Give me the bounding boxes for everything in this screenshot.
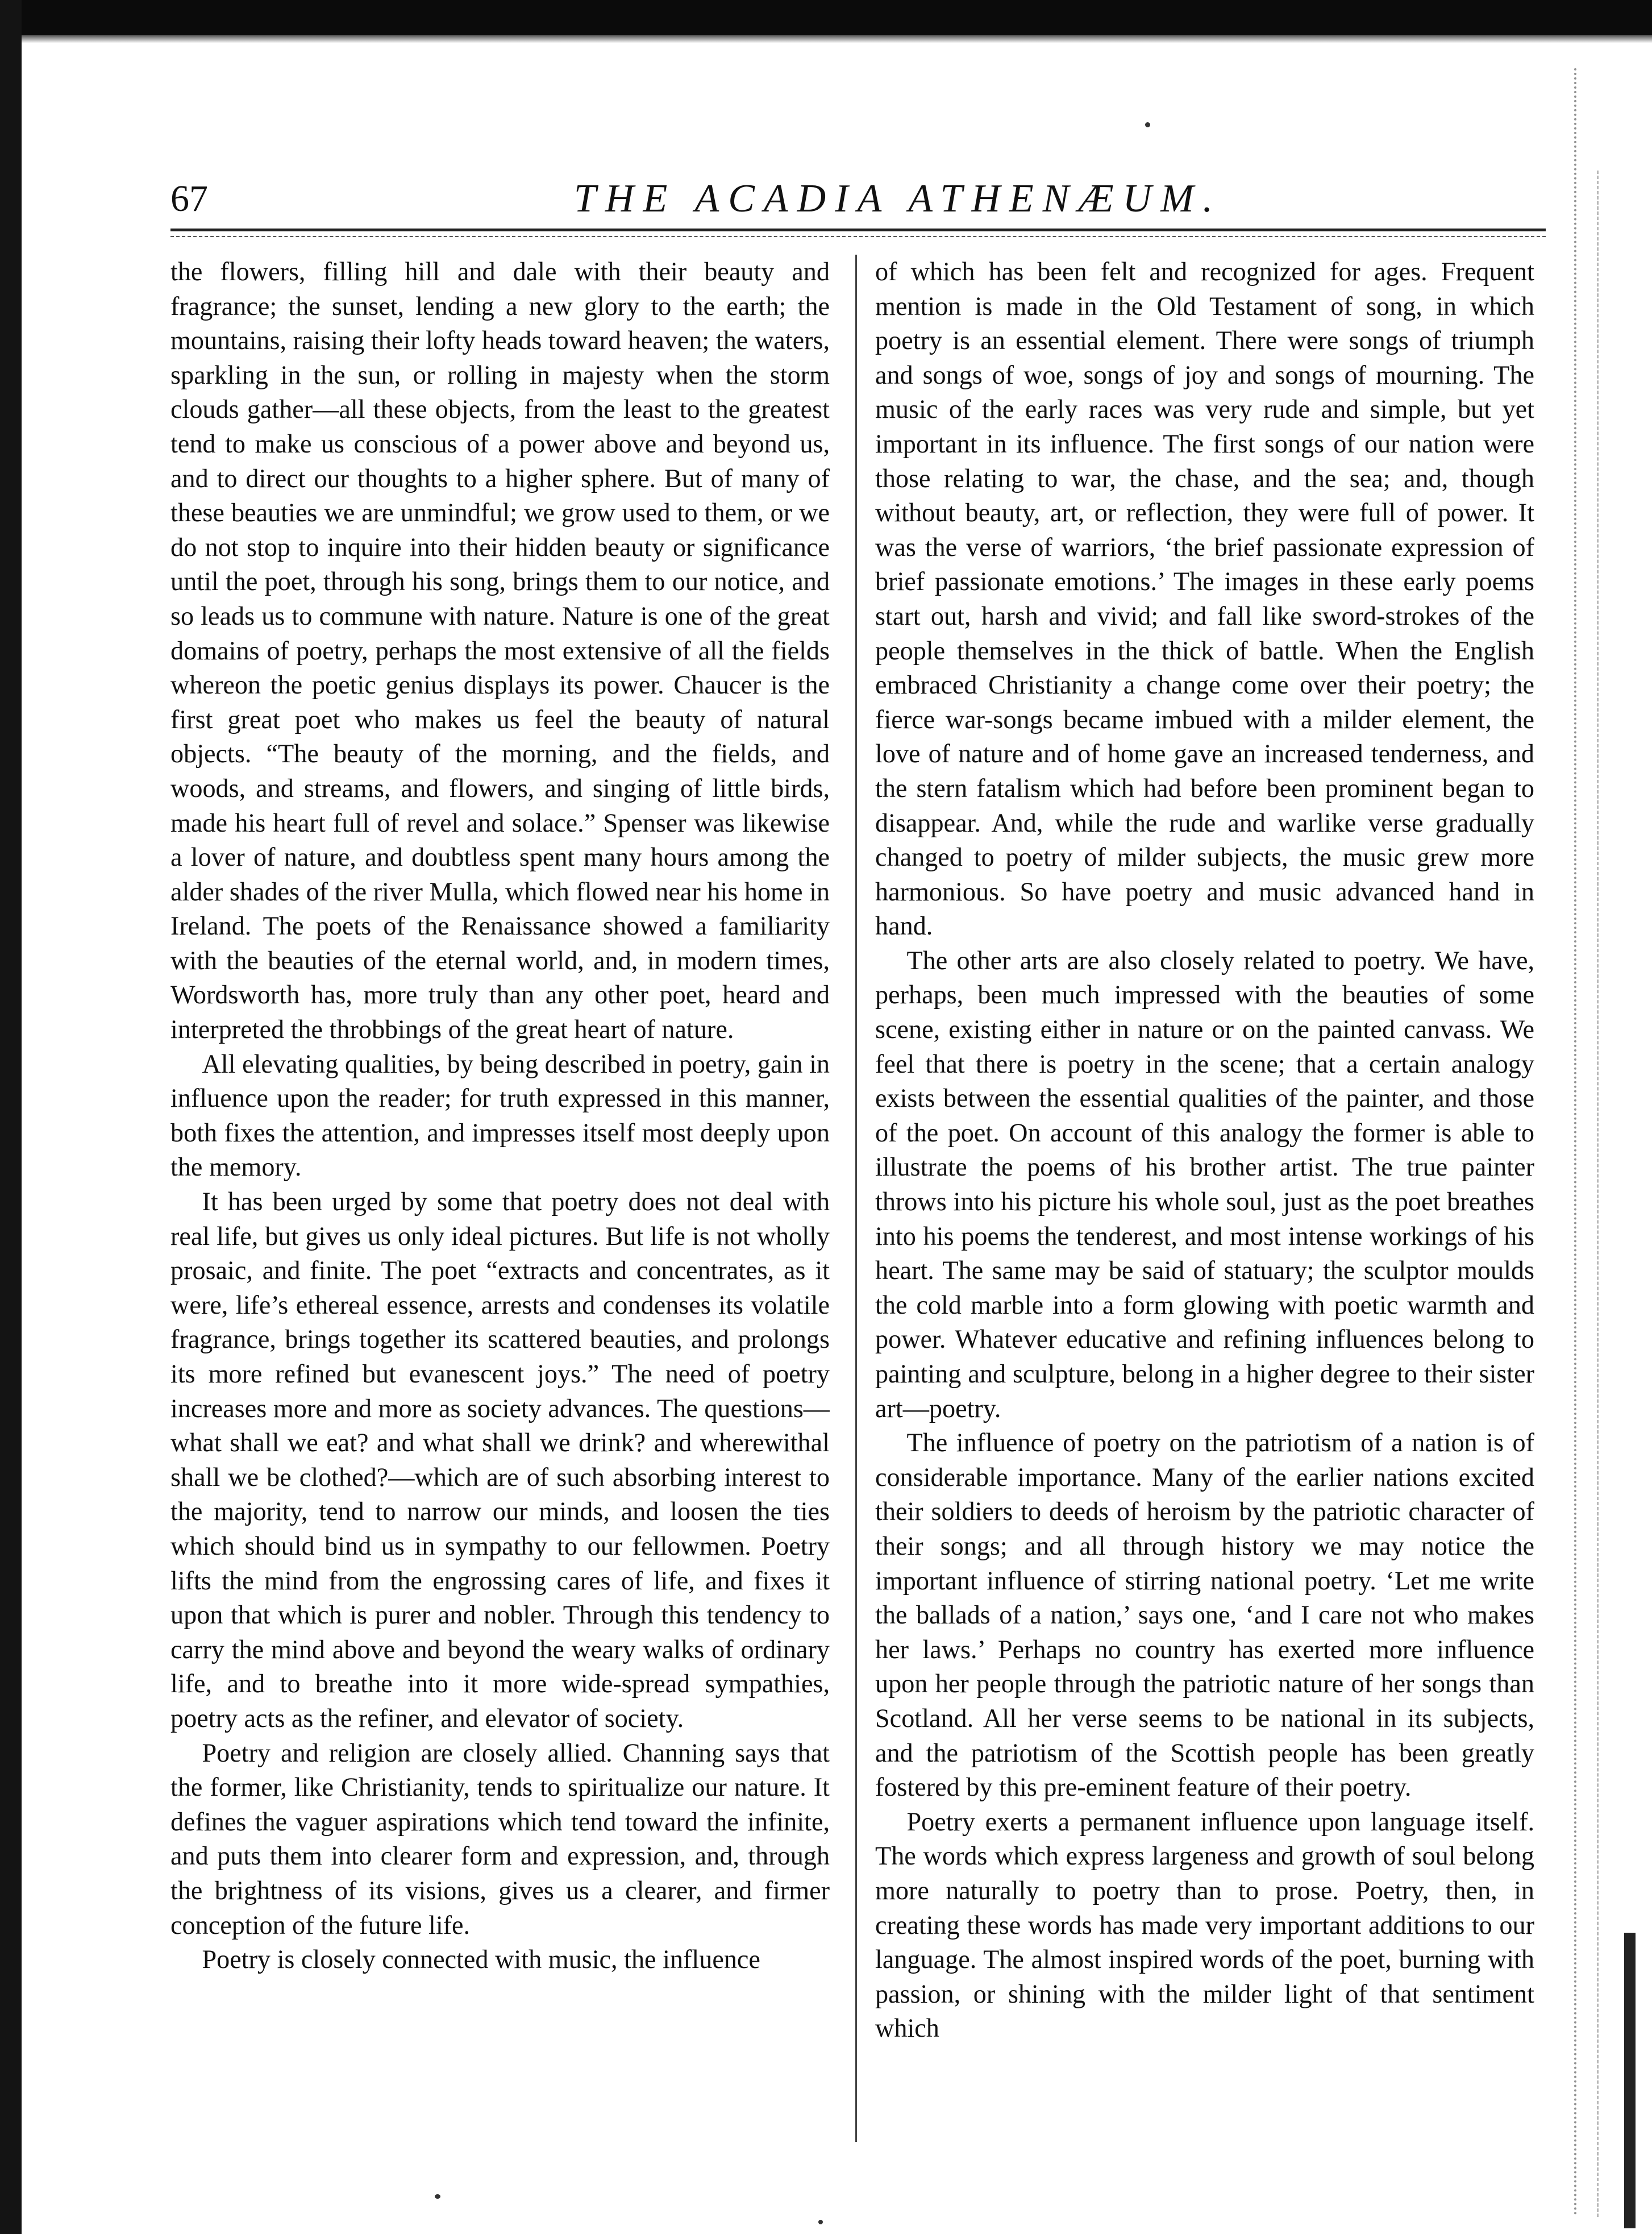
paragraph: Poetry and religion are closely allied. Channing says that the former, like Christianity, tends to spiritualize our nature. It defines the vaguer aspirations which tend toward the infinite, and puts them into clearer form and expression, and, through the brightness of its visions, gives us a clearer, and firmer conception of the future life. [170,1738,830,1940]
left-column [170,255,830,2142]
scan-right-edge-speckle-2 [1597,171,1601,2217]
column-divider [855,255,857,2142]
header-rule [170,229,1546,231]
scan-top-edge [0,0,1652,35]
paragraph: It has been urged by some that poetry does not deal with real life, but gives us only ideal pictures. But life is not wholly prosaic, and finite. The poet “extracts and concentrates, as it were, life’s ethereal essence, arrests and condenses its volatile fragrance, brings together its scattered beauties, and prolongs its more refined but evanescent joys.” The need of poetry increases more and more as society advances. The questions—what shall we eat? and what shall we drink? and wherewithal shall we be clothed?—which are of such absorbing interest to the majority, tend to narrow our minds, and loosen the ties which should bind us in sympathy to our fellowmen. Poetry lifts the mind from the engrossing cares of life, and fixes it upon that which is purer and nobler. Through this tendency to carry the mind above and beyond the weary walks of ordinary life, and to breathe into it more wide-spread sympathies, poetry acts as the refiner, and elevator of society. [170,1187,830,1733]
paragraph: All elevating qualities, by being described in poetry, gain in influence upon the reader; for truth expressed in this manner, both fixes the attention, and impresses itself most deeply upon the memory. [170,1049,830,1182]
right-column [875,255,1534,2142]
paragraph: the flowers, filling hill and dale with their beauty and fragrance; the sunset, lending a new glory to the earth; the mountains, raising their lofty heads toward heaven; the waters, sparkling in the sun, or rolling in majesty when the storm clouds gather—all these objects, from the least to the greatest tend to make us conscious of a power above and beyond us, and to direct our thoughts to a higher sphere. But of many of these beauties we are unmindful; we grow used to them, or we do not stop to inquire into their hidden beauty or significance until the poet, through his song, brings them to our notice, and so leads us to commune with nature. Nature is one of the great domains of poetry, perhaps the most extensive of all the fields whereon the poetic genius displays its power. Chaucer is the first great poet who makes us feel the beauty of natural objects. “The beauty of the morning, and the fields, and woods, and streams, and flowers, and singing of little birds, made his heart full of revel and solace.” Spenser was likewise a lover of nature, and doubtless spent many hours among the alder shades of the river Mulla, which flowed near his home in Ireland. The poets of the Renaissance showed a familiarity with the beauties of the eternal world, and, in modern times, Wordsworth has, more truly than any other poet, heard and interpreted the throbbings of the great heart of nature. [170,257,830,1044]
paragraph: of which has been felt and recognized for ages. Frequent mention is made in the Old Testament of song, in which poetry is an essential element. There were songs of triumph and songs of woe, songs of joy and songs of mourning. The music of the early races was very rude and simple, but yet important in its influence. The first songs of our nation were those relating to war, the chase, and the sea; and, though without beauty, art, or reflection, they were full of power. It was the verse of warriors, ‘the brief passionate expression of brief passionate emotions.’ The images in these early poems start out, harsh and vivid; and fall like sword-strokes of the people themselves in the thick of battle. When the English embraced Christianity a change come over their poetry; the fierce war-songs became imbued with a milder element, the love of nature and of home gave an increased tenderness, and the stern fatalism which had before been prominent began to disappear. And, while the rude and warlike verse gradually changed to poetry of milder subjects, the music grew more harmonious. So have poetry and music advanced hand in hand. [875,257,1534,941]
page-number: 67 [170,178,208,219]
paragraph: The influence of poetry on the patriotism of a nation is of considerable importance. Many of the earlier nations excited their soldiers to deeds of heroism by the patriotic character of their songs; and all through history we may notice the important influence of stirring national poetry. ‘Let me write the ballads of a nation,’ says one, ‘and I care not who makes her laws.’ Perhaps no country has exerted more influence upon her people through the patriotic nature of her songs than Scotland. All her verse seems to be national in its subjects, and the patriotism of the Scottish people has been greatly fostered by this pre-eminent feature of their poetry. [875,1428,1534,1802]
header-rule-secondary [170,236,1546,237]
scan-speck [818,2220,823,2224]
running-title: THE ACADIA ATHENÆUM. [574,177,1222,221]
scan-speck [435,2194,440,2199]
scan-left-edge [0,0,22,2234]
scan-top-shadow [0,35,1652,43]
paragraph: The other arts are also closely related to poetry. We have, perhaps, been much impressed with the beauties of some scene, existing either in nature or on the painted canvass. We feel that there is poetry in the scene; that a certain analogy exists between the essential qualities of the painter, and those of the poet. On account of this analogy the former is able to illustrate the poems of his brother artist. The true painter throws into his picture his whole soul, just as the poet breathes into his poems the tenderest, and most intense workings of his heart. The same may be said of statuary; the sculptor moulds the cold marble into a form glowing with poetic warmth and power. Whatever educative and refining influences belong to painting and sculpture, belong in a higher degree to their sister art—poetry. [875,945,1534,1423]
scan-speck [1145,122,1150,127]
paragraph: Poetry is closely connected with music, the influence [202,1945,760,1974]
paragraph: Poetry exerts a permanent influence upon language itself. The words which express largeness and growth of soul belong more naturally to poetry than to prose. Poetry, then, in creating these words has made very important additions to our language. The almost inspired words of the poet, burning with passion, or shining with the milder light of that sentiment which [875,1807,1534,2043]
scan-right-edge-speckle [1574,68,1580,2217]
scan-right-edge-corner [1624,1933,1636,2228]
